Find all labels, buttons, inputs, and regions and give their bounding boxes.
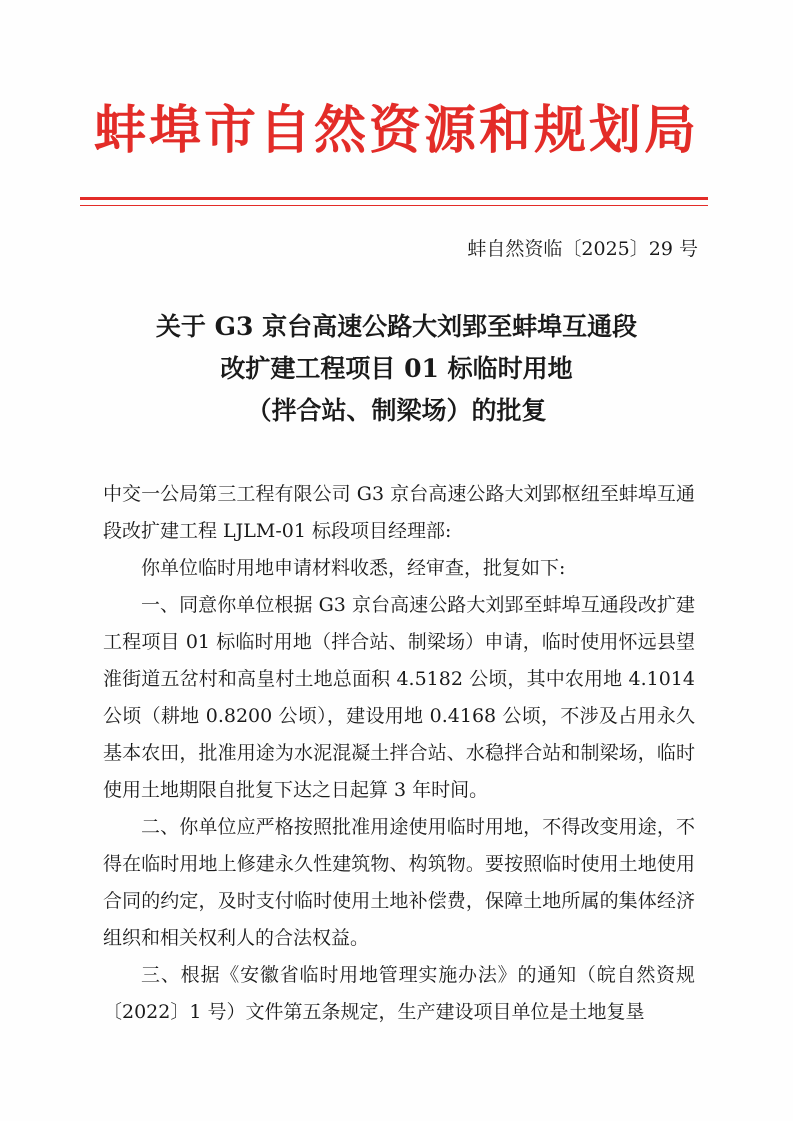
intro-paragraph: 你单位临时用地申请材料收悉，经审查，批复如下: <box>141 557 566 579</box>
agency-masthead: 蚌埠市自然资源和规划局 <box>93 101 699 161</box>
approval-item-3: 三、根据《安徽省临时用地管理实施办法》的通知（皖自然资规〔2022〕1 号）文件第五条规定，生产建设项目单位是土地复垦 <box>103 964 695 1023</box>
document-number: 蚌自然资临〔2025〕29 号 <box>467 238 698 260</box>
document-title-line-1: 关于 G3 京台高速公路大刘郢至蚌埠互通段 <box>155 312 638 341</box>
addressee-paragraph: 中交一公局第三工程有限公司 G3 京台高速公路大刘郢枢纽至蚌埠互通段改扩建工程 LJLM-01 标段项目经理部: <box>103 483 695 542</box>
document-title-line-3: （拌合站、制梁场）的批复 <box>246 396 547 425</box>
document-title-line-2: 改扩建工程项目 01 标临时用地 <box>220 354 573 383</box>
masthead-divider-thin <box>80 205 708 206</box>
masthead-divider-thick <box>80 197 708 200</box>
approval-item-2: 二、你单位应严格按照批准用途使用临时用地，不得改变用途，不得在临时用地上修建永久性建筑物、构筑物。要按照临时使用土地使用合同的约定，及时支付临时使用土地补偿费，保障土地所属的集体经济组织和相关权利人的合法权益。 <box>103 816 695 949</box>
approval-item-1: 一、同意你单位根据 G3 京台高速公路大刘郢至蚌埠互通段改扩建工程项目 01 标临时用地（拌合站、制梁场）申请，临时使用怀远县望淮街道五岔村和高皇村土地总面积 4.5182 公顷，其中农用地 4.1014 公顷（耕地 0.8200 公顷），建设用地 0.4168 公顷，不涉及占用永久基本农田，批准用途为水泥混凝土拌合站、水稳拌合站和制梁场，临时使用土地期限自批复下达之日起算 3 年时间。 <box>103 594 695 801</box>
